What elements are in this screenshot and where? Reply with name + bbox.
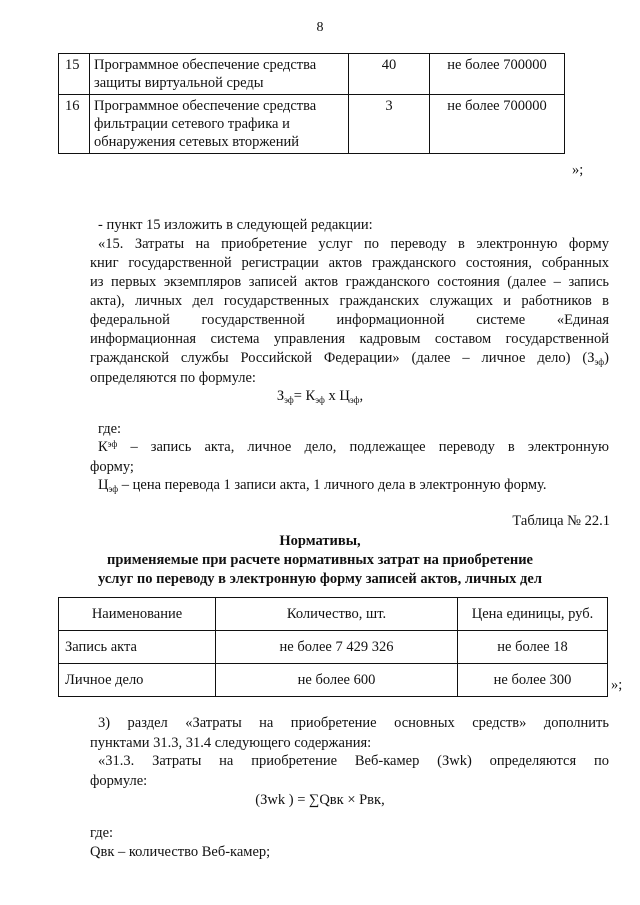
row-name: Программное обеспечение средства защиты виртуальной среды [90,54,349,95]
row-price: не более 700000 [430,54,565,95]
software-table [58,53,565,154]
formula-symbol: x Ц [324,388,350,404]
table-heading: Нормативы, [279,533,361,549]
item15-intro: - пункт 15 изложить в следующей редакции: [98,217,373,233]
definition-k-cont: форму; [90,459,134,475]
row-number: 15 [59,54,90,95]
subscript: эф [315,395,325,405]
formula-cost [0,388,640,405]
where-label: где: [98,421,122,437]
table-closing-quote: »; [611,677,623,693]
table-closing-quote: »; [572,162,584,178]
row-quantity: 3 [349,95,430,154]
table-number: Таблица № 22.1 [512,513,610,529]
column-header: Количество, шт. [216,598,458,631]
para15-line-text: гражданской службы Российской Федерации» (далее – личное дело) (З [90,350,595,366]
formula-punct: , [359,388,364,404]
row-quantity: 40 [349,54,430,95]
para15-line: акта), личных дел государственных гражданских служащих и работников в [90,293,609,309]
table-header-row [59,598,608,631]
definition-text: – запись акта, личное дело, подлежащее переводу в электронную [117,439,609,455]
section3-line: 3) раздел «Затраты на приобретение основных средств» дополнить [98,715,609,731]
cell-name: Личное дело [59,664,216,697]
formula-webcam: (Зwk ) = ∑Qвк × Рвк, [255,792,385,808]
subscript: эф [108,484,119,494]
definition-qvk: Qвк – количество Веб-камер; [90,844,271,860]
symbol-subscript [595,350,610,369]
table-row [59,95,565,154]
definition-symbol: К [98,439,108,455]
section3-line: пунктами 31.3, 31.4 следующего содержания: [90,735,372,751]
table-row [59,54,565,95]
cell-name: Запись акта [59,631,216,664]
para15-line: федеральной государственной информационной системе «Единая [90,312,609,328]
close-paren: ) [604,350,609,366]
cell-quantity: не более 7 429 326 [216,631,458,664]
formula-symbol: = К [293,388,316,404]
definition-text: – цена перевода 1 записи акта, 1 личного дела в электронную форму. [118,477,547,493]
para15-line: «15. Затраты на приобретение услуг по переводу в электронную форму [98,236,609,252]
formula-symbol: З [276,388,285,404]
subscript: эф [594,357,605,367]
row-number: 16 [59,95,90,154]
cell-price: не более 18 [458,631,608,664]
cell-price: не более 300 [458,664,608,697]
para15-line [90,350,609,369]
where-label: где: [90,825,114,841]
definition-k [98,439,609,458]
cell-quantity: не более 600 [216,664,458,697]
definition-c [98,477,609,494]
row-price: не более 700000 [430,95,565,154]
item313-line: «31.3. Затраты на приобретение Веб-камер (Зwk) определяются по [98,753,609,769]
para15-line: из первых экземпляров записей актов гражданского состояния (далее – запись [90,274,609,290]
para15-line: книг государственной регистрации актов гражданского состояния, собранных [90,255,609,271]
subscript: эф [107,439,118,449]
subscript: эф [349,395,360,405]
row-name: Программное обеспечение средства фильтрации сетевого трафика и обнаружения сетевых вторжений [90,95,349,154]
para15-line: информационная система управления кадровым составом государственной [90,331,609,347]
table-heading: применяемые при расчете нормативных затрат на приобретение [107,552,533,568]
table-row [59,631,608,664]
column-header: Наименование [59,598,216,631]
subscript: эф [284,395,294,405]
definition-symbol: Ц [98,477,109,493]
para15-line: определяются по формуле: [90,370,256,386]
table-heading: услуг по переводу в электронную форму записей актов, личных дел [98,571,542,587]
item313-line: формуле: [90,773,148,789]
table-row [59,664,608,697]
page-number: 8 [316,20,324,35]
column-header: Цена единицы, руб. [458,598,608,631]
norms-table [58,597,608,697]
